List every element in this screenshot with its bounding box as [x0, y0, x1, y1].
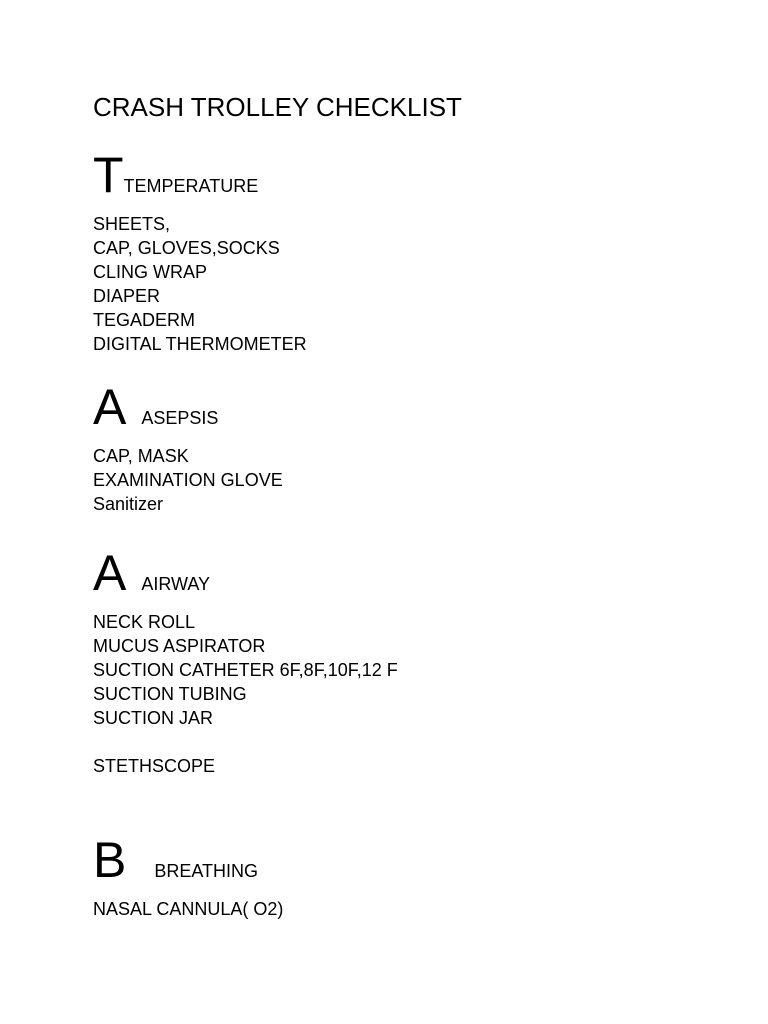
airway-item-list [93, 610, 398, 730]
list-item: CAP, MASK [93, 446, 189, 466]
section-heading-asepsis [93, 380, 218, 434]
section-letter: A [93, 379, 127, 435]
section-letter: T [93, 147, 124, 203]
section-title: TEMPERATURE [123, 176, 259, 196]
list-item: TEGADERM [93, 310, 196, 330]
list-item: SUCTION CATHETER 6F,8F,10F,12 F [93, 660, 398, 680]
list-item: NASAL CANNULA( O2) [93, 899, 284, 919]
list-item: EXAMINATION GLOVE [93, 470, 283, 490]
list-item-stethoscope: STETHSCOPE [93, 756, 216, 776]
list-item: MUCUS ASPIRATOR [93, 636, 266, 656]
list-item: SUCTION TUBING [93, 684, 247, 704]
list-item: Sanitizer [93, 494, 164, 514]
section-heading-airway [93, 546, 210, 600]
section-letter: A [93, 545, 127, 601]
list-item: DIGITAL THERMOMETER [93, 334, 307, 354]
section-title: AIRWAY [141, 574, 211, 594]
section-heading-breathing [93, 833, 258, 887]
page-title: CRASH TROLLEY CHECKLIST [93, 92, 462, 122]
list-item: SUCTION JAR [93, 708, 214, 728]
section-heading-temperature [93, 148, 258, 202]
section-letter: B [93, 832, 127, 888]
list-item: CAP, GLOVES,SOCKS [93, 238, 280, 258]
asepsis-item-list [93, 444, 283, 516]
section-title: BREATHING [154, 861, 259, 881]
temperature-item-list [93, 212, 307, 356]
section-title: ASEPSIS [141, 408, 219, 428]
breathing-item-list [93, 897, 283, 921]
list-item: SHEETS, [93, 214, 171, 234]
list-item: NECK ROLL [93, 612, 196, 632]
list-item: CLING WRAP [93, 262, 208, 282]
list-item: DIAPER [93, 286, 161, 306]
